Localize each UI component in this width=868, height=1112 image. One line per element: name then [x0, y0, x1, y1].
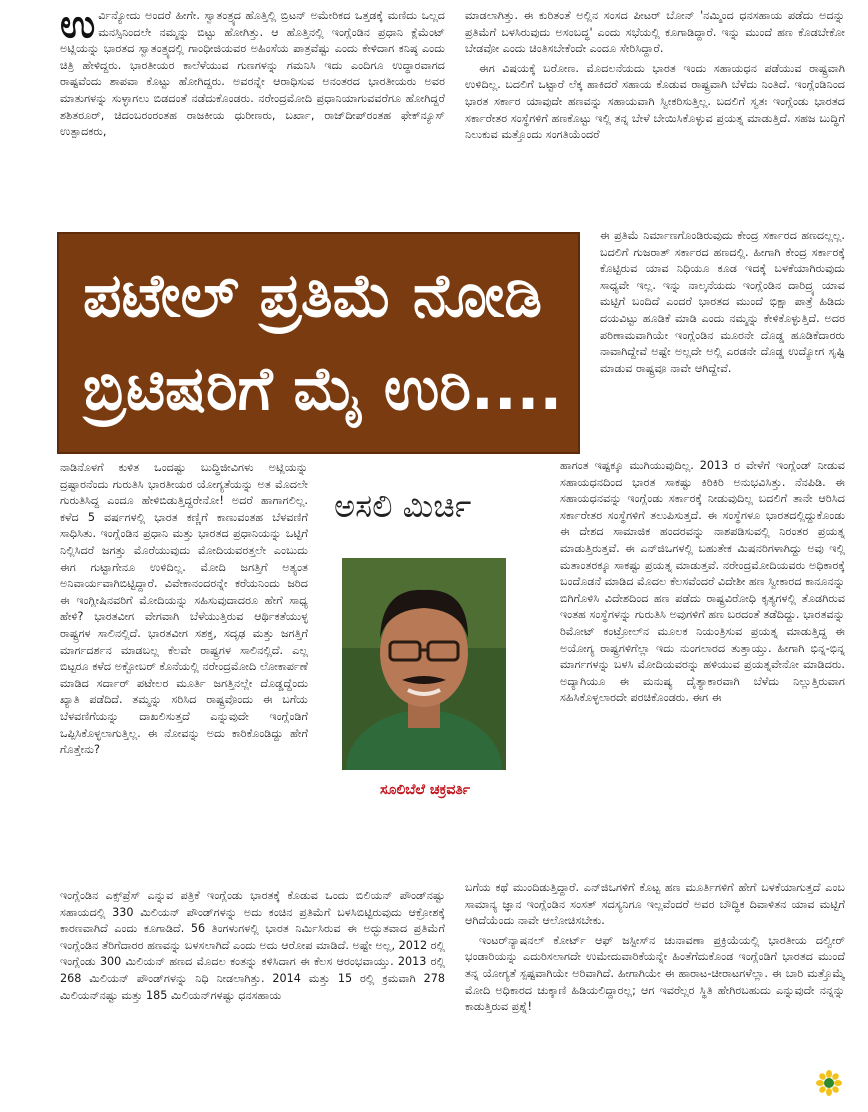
author-byline: [380, 778, 560, 802]
article-column-top-left: [60, 8, 445, 213]
article-paragraph: [60, 8, 445, 141]
article-column-right-upper: [600, 228, 845, 458]
headline-line-2: ಬ್ರಿಟಿಷರಿಗೆ ಮೈ ಉರಿ....: [83, 354, 563, 424]
article-paragraph: ನಾಡಿನೊಳಗೆ ಕುಳಿತ ಒಂದಷ್ಟು ಬುದ್ಧಿಜೀವಿಗಳು ಅಟ್ಲಿಯನ್ನು ದ್ರಷ್ಟಾರನೆಂದು ಗುರುತಿಸಿ ಭಾರತೀಯರ ಯೋಗ್ಯತೆಯನ್ನು ಅತ ಮೊದಲೇ ಗುರುತಿಸಿದ್ದ ಎಂದೂ ಹೇಳಿಬಿಡುತ್ತಿದ್ದರೇನೋ! ಅದರೆ ಹಾಗಾಗಲಿಲ್ಲ. ಕಳೆದ 5 ವರ್ಷಗಳಲ್ಲಿ ಭಾರತ ಕಣ್ಣಿಗೆ ಕಾಣುವಂತಹ ಬೆಳವಣಿಗೆ ಸಾಧಿಸಿತು. ಇಂಗ್ಲೆಂಡಿನ ಪ್ರಧಾನಿ ಮತ್ತು ಭಾರತದ ಪ್ರಧಾನಿಯನ್ನು ಒಟ್ಟಿಗೆ ನಿಲ್ಲಿಸಿದರೆ ಜಗತ್ತು ಮೊರೆಯುವುದು ಮೋದಿಯವರತ್ತಲೇ ಎಂಬುದು ಈಗ ಗುಟ್ಟಾಗೇನೂ ಉಳಿದಿಲ್ಲ. ಮೋದಿ ಜಗತ್ತಿಗೆ ಅತ್ಯಂತ ಅನಿವಾರ್ಯವಾಗಿಬಿಟ್ಟಿದ್ದಾರೆ. ವಿವೇಕಾನಂದರನ್ನೇ ಕರೆಯನಿಂದು ಜರಿದ ಈ ಇಂಗ್ಲೀಷಿನವರಿಗೆ ಮೋದಿಯನ್ನು ಸಹಿಸುವುದಾದರೂ ಹೇಗೆ ಸಾಧ್ಯ ಹೇಳಿ? ಭಾರತವೀಗ ವೇಗವಾಗಿ ಬೆಳೆಯುತ್ತಿರುವ ಆರ್ಥಿಕತೆಯುಳ್ಳ ರಾಷ್ಟ್ರಗಳ ಸಾಲಿನಲ್ಲಿದೆ. ಭಾರತವೀಗ ಸಶಕ್ತ, ಸದೃಢ ಮತ್ತು ಜಗತ್ತಿಗೆ ಮಾರ್ಗದರ್ಶನ ಮಾಡಬಲ್ಲ ಕೆಲವೇ ರಾಷ್ಟ್ರಗಳ ಸಾಲಿನಲ್ಲಿದೆ. ಎಲ್ಲ ಬಿಟ್ಟರೂ ಕಳೆದ ಅಕ್ಟೋಬರ್ ಕೊನೆಯಲ್ಲಿ ನರೇಂದ್ರಮೋದಿ ಲೋಕಾರ್ಪಣೆ ಮಾಡಿದ ಸರ್ದಾರ್ ಪಟೇಲರ ಮೂರ್ತಿ ಜಗತ್ತಿನಲ್ಲೇ ದೊಡ್ಡದ್ದೆಂದು ಖ್ಯಾತಿ ಪಡೆದಿದೆ. ತಮ್ಮನ್ನು ಸರಿಸಿದ ರಾಷ್ಟ್ರವೊಂದು ಈ ಬಗೆಯ ಬೆಳವಣಿಗೆಯನ್ನು ದಾಖಲಿಸುತ್ತದೆ ಎನ್ನುವುದೇ ಇಂಗ್ಲೆಂಡಿಗೆ ಒಪ್ಪಿಸಿಕೊಳ್ಳಲಾಗುತ್ತಿಲ್ಲ. ಈ ನೋವನ್ನು ಅದು ಕಾರಿಕೊಂಡಿದ್ದು ಹೇಗೆ ಗೊತ್ತೇನು?: [60, 461, 308, 757]
article-paragraph: ಹಾಗಂತ ಇಷ್ಟಕ್ಕೂ ಮುಗಿಯುವುದಿಲ್ಲ. 2013 ರ ವೇಳೆಗೆ ಇಂಗ್ಲೆಂಡ್ ನೀಡುವ ಸಹಾಯಧನದಿಂದ ಭಾರತ ಸಾಕಷ್ಟು ಕಿರಿಕಿರಿ ಅನುಭವಿಸಿತ್ತು. ನೆನಪಿಡಿ. ಈ ಸಹಾಯಧನವನ್ನು ಇಂಗ್ಲೆಂಡು ಸರ್ಕಾರಕ್ಕೆ ನೀಡುವುದಿಲ್ಲ ಬದಲಿಗೆ ತಾನೇ ಆರಿಸಿದ ಸರ್ಕಾರೇತರ ಸಂಸ್ಥೆಗಳಿಗೆ ತಲುಪಿಸುತ್ತದೆ. ಈ ಸಂಸ್ಥೆಗಳೂ ಭಾರತದಲ್ಲಿದ್ದುಕೊಂಡು ಈ ದೇಶದ ಸಾಮಾಜಿಕ ಹಂದರವನ್ನು ನಾಶಪಡಿಸುವಲ್ಲಿ ನಿರಂತರ ಪ್ರಯತ್ನ ಮಾಡುತ್ತಿರುತ್ತವೆ. ಈ ಎನ್‌ಜಿಒಗಳಲ್ಲಿ ಬಹುತೇಕ ಮಿಷನರಿಗಳಾಗಿದ್ದು ಅವು ಇಲ್ಲಿ ಮತಾಂತರಕ್ಕೂ ಸಾಕಷ್ಟು ಪ್ರಯತ್ನ ಮಾಡುತ್ತವೆ. ನರೇಂದ್ರಮೋದಿಯವರು ಅಧಿಕಾರಕ್ಕೆ ಬಂದೊಡನೆ ಮಾಡಿದ ಮೊದಲ ಕೆಲಸವೆಂದರೆ ವಿದೇಶೀ ಹಣ ಸ್ವೀಕಾರದ ಕಾನೂನನ್ನು ಬಿಗಿಗೊಳಿಸಿ ವಿದೇಶದಿಂದ ಹಣ ಪಡೆದು ರಾಷ್ಟ್ರವಿರೋಧಿ ಕೃತ್ಯಗಳಲ್ಲಿ ತೊಡಗಿರುವ ಇಂತಹ ಸಂಸ್ಥೆಗಳನ್ನು ಗುರುತಿಸಿ ಅವುಗಳಿಗೆ ಹಣ ಬರದಂತೆ ತಡೆದಿದ್ದು. ಭಾರತವನ್ನು ರಿಮೋಟ್ ಕಂಟ್ರೋಲ್‌ನ ಮೂಲಕ ನಿಯಂತ್ರಿಸುವ ಪ್ರಯತ್ನ ಮಾಡುತ್ತಿದ್ದ ಈ ಅಯೋಗ್ಯ ರಾಷ್ಟ್ರಗಳಿಗೆಲ್ಲಾ ಇದು ನುಂಗಲಾರದ ತುತ್ತಾಯ್ತು. ಹೀಗಾಗಿ ಭಿನ್ನ-ಭಿನ್ನ ಮಾರ್ಗಗಳನ್ನು ಬಳಸಿ ಮೋದಿಯವರನ್ನು ಹಳಿಯುವ ಪ್ರಯತ್ನವೇನೋ ಮಾಡಿದರು. ಅದ್ಯಾಗಿಯೂ ಈ ಮನುಷ್ಯ ದೈತ್ಯಾಕಾರವಾಗಿ ಬೆಳೆದು ನಿಲ್ಲುತ್ತಿರುವಾಗ ಸಹಿಸಿಕೊಳ್ಳಲಾರದೇ ಪರಚಿಕೊಂಡರು. ಈಗ ಈ: [560, 459, 845, 705]
article-paragraph: ಬಗೆಯ ಕಥೆ ಮುಂದಿಡುತ್ತಿದ್ದಾರೆ. ಎನ್‌ಜಿಒಗಳಿಗೆ ಕೊಟ್ಟ ಹಣ ಮೂರ್ತಿಗಳಿಗೆ ಹೇಗೆ ಬಳಕೆಯಾಗುತ್ತದೆ ಎಂಬ ಸಾಮಾನ್ಯ ಜ್ಞಾನ ಇಂಗ್ಲೆಂಡಿನ ಸಂಸತ್ ಸದಸ್ಯನಿಗೂ ಇಲ್ಲವೆಂದರೆ ಅವರ ಬೌದ್ಧಿಕ ದಿವಾಳಿತನ ಯಾವ ಮಟ್ಟಿಗೆ ಆಗಿದೆಯೆಂದು ನಾವೇ ಆಲೋಚಿಸಬೇಕು.: [465, 881, 845, 928]
author-name: ಸೂಲಿಬೆಲೆ ಚಕ್ರವರ್ತಿ: [380, 782, 471, 798]
article-column-top-right: [465, 8, 845, 228]
column-logo-box: [320, 478, 560, 836]
article-column-left-middle: [60, 460, 308, 890]
article-paragraph: ಈಗ ವಿಷಯಕ್ಕೆ ಬರೋಣ. ಮೊದಲನೆಯದು ಭಾರತ ಇಂದು ಸಹಾಯಧನ ಪಡೆಯುವ ರಾಷ್ಟ್ರವಾಗಿ ಉಳಿದಿಲ್ಲ. ಬದಲಿಗೆ ಒಟ್ಟಾರೆ ಲೆಕ್ಕ ಹಾಕಿದರೆ ಸಹಾಯ ಕೊಡುವ ರಾಷ್ಟ್ರವಾಗಿ ಬೆಳೆದು ನಿಂತಿದೆ. ಇಂಗ್ಲೆಂಡಿನಿಂದ ಭಾರತ ಸರ್ಕಾರ ಯಾವುದೇ ಹಣವನ್ನು ಸಹಾಯವಾಗಿ ಸ್ವೀಕರಿಸುತ್ತಿಲ್ಲ. ಬದಲಿಗೆ ಸ್ವತಃ ಇಂಗ್ಲೆಂಡು ಭಾರತದ ಸರ್ಕಾರೇತರ ಸಂಸ್ಥೆಗಳಿಗೆ ಹಣಕೊಟ್ಟು ಇಲ್ಲಿ ತನ್ನ ಬೇಳೆ ಬೇಯಿಸಿಕೊಳ್ಳುವ ಪ್ರಯತ್ನ ಮಾಡುತ್ತಿದೆ. ಸಹಜ ಬುದ್ಧಿಗೆ ನಿಲುಕುವ ಮತ್ತೊಂದು ಸಂಗತಿಯೆಂದರೆ: [465, 61, 845, 142]
drop-cap: ಉ: [60, 8, 96, 46]
article-paragraph: ಈ ಪ್ರತಿಮೆ ನಿರ್ಮಾಣಗೊಂಡಿರುವುದು ಕೇಂದ್ರ ಸರ್ಕಾರದ ಹಣದಲ್ಲಲ್ಲ. ಬದಲಿಗೆ ಗುಜರಾತ್ ಸರ್ಕಾರದ ಹಣದಲ್ಲಿ. ಹೀಗಾಗಿ ಕೇಂದ್ರ ಸರ್ಕಾರಕ್ಕೆ ಕೊಟ್ಟಿರುವ ಯಾವ ನಿಧಿಯೂ ಕೂಡ ಇದಕ್ಕೆ ಬಳಕೆಯಾಗಿರುವುದು ಸಾಧ್ಯವೇ ಇಲ್ಲ. ಇನ್ನು ನಾಲ್ಕನೆಯದು ಇಂಗ್ಲೆಂಡಿನ ದಾರಿದ್ರ್ಯ ಯಾವ ಮಟ್ಟಿಗೆ ಬಂದಿದೆ ಎಂದರೆ ಭಾರತದ ಮುಂದೆ ಭಿಕ್ಷಾ ಪಾತ್ರೆ ಹಿಡಿದು ದಯವಿಟ್ಟು ಹೂಡಿಕೆ ಮಾಡಿ ಎಂದು ನಮ್ಮನ್ನು ಕೇಳಿಕೊಳ್ಳುತ್ತಿದೆ. ಅದರ ಪರಿಣಾಮವಾಗಿಯೇ ಇಂಗ್ಲೆಂಡಿನ ಮೂರನೇ ದೊಡ್ಡ ಹೂಡಿಕೆದಾರರು ನಾವಾಗಿದ್ದೇವೆ ಅಷ್ಟೇ ಅಲ್ಲದೇ ಅಲ್ಲಿ ಎರಡನೇ ದೊಡ್ಡ ಉದ್ಯೋಗ ಸೃಷ್ಟಿ ಮಾಡುವ ರಾಷ್ಟ್ರವೂ ನಾವೇ ಆಗಿದ್ದೇವೆ.: [600, 229, 845, 375]
article-paragraph: ಇಂಗ್ಲೆಂಡಿನ ಎಕ್ಸ್‌ಪ್ರೆಸ್ ಎನ್ನುವ ಪತ್ರಿಕೆ ಇಂಗ್ಲೆಂಡು ಭಾರತಕ್ಕೆ ಕೊಡುವ ಒಂದು ಬಿಲಿಯನ್ ಪೌಂಡ್‌ನಷ್ಟು ಸಹಾಯದಲ್ಲಿ 330 ಮಿಲಿಯನ್ ಪೌಂಡ್‌ಗಳನ್ನು ಅದು ಕಂಚಿನ ಪ್ರತಿಮೆಗೆ ಬಳಸಿಬಿಟ್ಟಿರುವುದು ಆಕ್ರೋಶಕ್ಕೆ ಕಾರಣವಾಗಿದೆ ಎಂದು ಕೂಗಾಡಿದೆ. 56 ತಿಂಗಳುಗಳಲ್ಲಿ ಭಾರತ ನಿರ್ಮಿಸಿರುವ ಈ ಅದ್ಭುತವಾದ ಪ್ರತಿಮೆಗೆ ಇಂಗ್ಲೆಂಡಿನ ತೆರಿಗೆದಾರರ ಹಣವನ್ನು ಬಳಸಲಾಗಿದೆ ಎಂದು ಅದು ಆರೋಪ ಮಾಡಿದೆ. ಅಷ್ಟೇ ಅಲ್ಲ, 2012 ರಲ್ಲಿ ಇಂಗ್ಲೆಂಡು 300 ಮಿಲಿಯನ್ ಹಣದ ಮೊದಲ ಕಂತನ್ನು ಕಳಿಸಿದಾಗ ಈ ಕೆಲಸ ಆರಂಭವಾಯ್ತು. 2013 ರಲ್ಲಿ 268 ಮಿಲಿಯನ್ ಪೌಂಡ್‌ಗಳನ್ನು ನಿಧಿ ನೀಡಲಾಗಿತ್ತು. 2014 ಮತ್ತು 15 ರಲ್ಲಿ ಕ್ರಮವಾಗಿ 278 ಮಿಲಿಯನ್‌ನಷ್ಟು ಮತ್ತು 185 ಮಿಲಿಯನ್‌ಗಳಷ್ಟು ಧನಸಹಾಯ: [60, 889, 445, 1002]
headline-banner: [57, 232, 580, 454]
author-photo: [342, 558, 506, 770]
author-portrait-illustration: [342, 558, 506, 770]
article-paragraph: ಮಾಡಲಾಗಿತ್ತು. ಈ ಕುರಿತಂತೆ ಅಲ್ಲಿನ ಸಂಸದ ಪೀಟರ್ ಬೋನ್ 'ನಮ್ಮಿಂದ ಧನಸಹಾಯ ಪಡೆದು ಅದನ್ನು ಪ್ರತಿಮೆಗೆ ಬಳಸಿರುವುದು ಅಸಂಬದ್ಧ' ಎಂದು ಸಭೆಯಲ್ಲಿ ಕೂಗಾಡಿದ್ದಾರೆ. ಇನ್ನು ಮುಂದೆ ಹಣ ಕೊಡಬೇಕೋ ಬೇಡವೋ ಎಂದು ಚಿಂತಿಸಬೇಕೆಂದೇ ಎಂದೂ ಸೇರಿಸಿದ್ದಾರೆ.: [465, 9, 845, 56]
article-column-right-middle: [560, 458, 845, 878]
article-paragraph: ಇಂಟರ್‌ನ್ಯಾಷನಲ್ ಕೋರ್ಟ್ ಆಫ್ ಜಸ್ಟೀಸ್‌ನ ಚುನಾವಣಾ ಪ್ರಕ್ರಿಯೆಯಲ್ಲಿ ಭಾರತೀಯ ದಲ್ವೀರ್ ಭಂಡಾರಿಯನ್ನು ಎದುರಿಸಲಾಗದೇ ಉಮೇದುವಾರಿಕೆಯನ್ನೇ ಹಿಂತೆಗೆದುಕೊಂಡ ಇಂಗ್ಲೆಂಡಿಗೆ ಭಾರತದ ಮುಂದೆ ತನ್ನ ಯೋಗ್ಯತೆ ಸ್ಪಷ್ಟವಾಗಿಯೇ ಅರಿವಾಗಿದೆ. ಹೀಗಾಗಿಯೇ ಈ ಹಾರಾಟ-ಚೀರಾಟಗಳೆಲ್ಲಾ. ಈ ಬಾರಿ ಮತ್ತೊಮ್ಮೆ ಮೋದಿ ಅಧಿಕಾರದ ಚುಕ್ಕಾಣಿ ಹಿಡಿಯಲಿದ್ದಾರಲ್ಲ; ಆಗ ಇವರೆಲ್ಲರ ಸ್ಥಿತಿ ಹೇಗಿರಬಹುದು ಎನ್ನುವುದೇ ನನ್ನನ್ನು ಕಾಡುತ್ತಿರುವ ಪ್ರಶ್ನೆ!: [465, 933, 845, 1014]
paragraph-text: ರ್ವಿನ್ಯೋದು ಅಂದರೆ ಹೀಗೇ. ಸ್ವಾತಂತ್ರ್ಯದ ಹೊತ್ತಿಲ್ಲಿ ಬ್ರಿಟನ್ ಅಮೇರಿಕದ ಒತ್ತಡಕ್ಕೆ ಮಣಿದು ಒಲ್ಲದ ಮನಸ್ಸಿನಿಂದಲೇ ನಮ್ಮನ್ನು ಬಿಟ್ಟು ಹೋಗಿತ್ತು. ಆ ಹೊತ್ತಿನಲ್ಲಿ ಇಂಗ್ಲೆಂಡಿನ ಪ್ರಧಾನಿ ಕ್ಲೆಮೆಂಟ್ ಅಟ್ಲಿಯನ್ನು ಭಾರತದ ಸ್ವಾತಂತ್ರ್ಯದಲ್ಲಿ ಗಾಂಧೀಜಿಯವರ ಅಹಿಂಸೆಯ ಪಾತ್ರವೆಷ್ಟು ಎಂದು ಕೇಳಿದಾಗ ಕನಿಷ್ಠ ಎಂದು ಚಿತ್ರಿ ಹೇಳಿದ್ದರು. ಭಾರತೀಯರ ಕಾಲೆಳೆಯುವ ಗುಣಗಳನ್ನು ಗಮನಿಸಿ ಇದು ಎಂದಿಗೂ ಉದ್ಧಾರವಾಗದ ರಾಷ್ಟವೆಂದು ಶಾಪವಾ ಕೊಟ್ಟು ಹೋಗಿದ್ದರು. ಅವರನ್ನೇ ಆರಾಧಿಸುವ ಅನಂತರದ ಭಾರತೀಯರು ಅವರ ಮಾತುಗಳನ್ನು ಸುಳ್ಳಾಗಲು ಬಿಡದಂತೆ ನಡೆದುಕೊಂಡರು. ನರೇಂದ್ರಮೋದಿ ಪ್ರಧಾನಿಯಾಗುವವರೆಗೂ ಹೋಗಿದ್ದರೆ ಶಶಿತರೂರ್, ಚಿದಂಬರಂರಂತಹ ರಾಜಕೀಯ ಧುರೀಣರು, ಬರ್ಖಾ, ರಾಜ್‌ದೀಪ್‌ರಂತಹ ಫೇಕ್‌ನ್ಯೂಸ್ ಉತ್ಪಾದಕರು,: [60, 9, 445, 139]
column-title: ಅಸಲಿ ಮಿರ್ಚಿ: [334, 487, 472, 525]
article-column-bottom-right: [465, 880, 845, 1105]
headline-line-1: ಪಟೇಲ್ ಪ್ರತಿಮೆ ನೋಡಿ: [83, 261, 543, 331]
article-column-bottom-left: [60, 888, 445, 1103]
sunflower-icon: [816, 1070, 842, 1096]
